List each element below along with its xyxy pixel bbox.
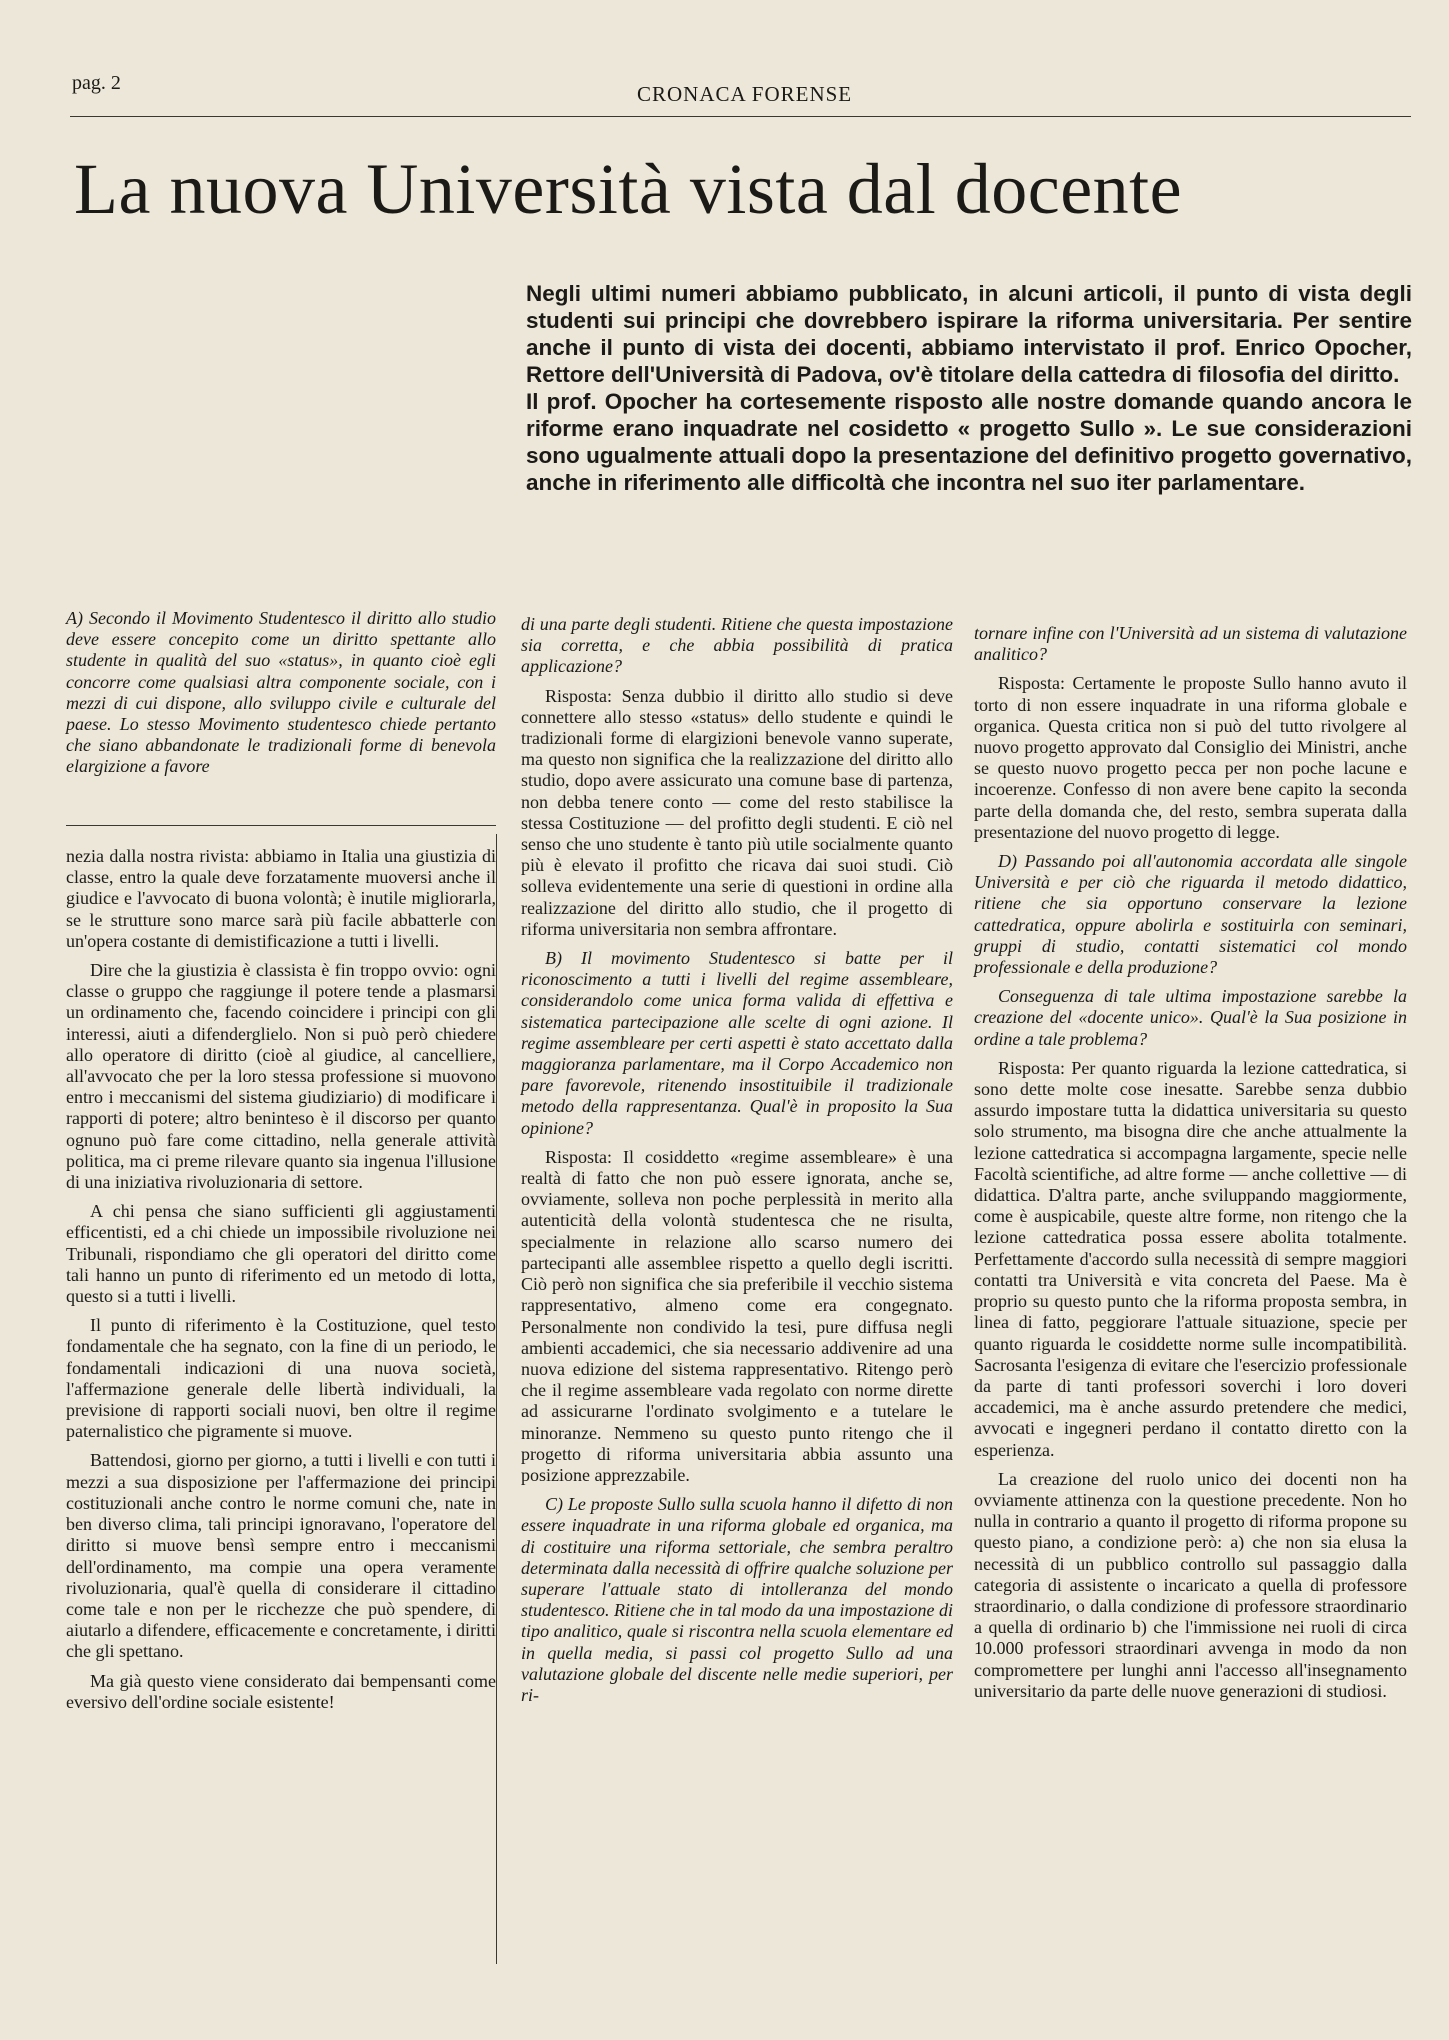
interview-question: Conseguenza di tale ultima impostazione sarebbe la creazione del «docente unico». Qual'è la Sua posizione in ordine a tale problema? — [974, 986, 1407, 1049]
column-3-body — [974, 623, 1407, 1710]
interview-answer: Risposta: Il cosiddetto «regime assembleare» è una realtà di fatto che non può essere ignorata, anche se, ovviamente, solleva non poche perplessità in merito alla autenticità della volontà studentesca che ne risulta, specialmente in relazione allo scarso numero dei partecipanti alle assemblee rispetto a quello degli iscritti. Ciò però non significa che sia preferibile il vecchio sistema rappresentativo, almeno come era congegnato. Personalmente non condivido la tesi, pure diffusa negli ambienti accademici, che sia necessario addivenire ad una nuova edizione del sistema rappresentativo. Ritengo però che il regime assembleare vada regolato con norme dirette ad assicurarne l'ordinato svolgimento e a tutelare le minoranze. Nemmeno su questo punto ritengo che il progetto di riforma universitaria abbia assunto una posizione apprezzabile. — [521, 1146, 953, 1485]
interview-question: D) Passando poi all'autonomia accordata alle singole Università e per ciò che riguarda il metodo didattico, ritiene che sia opportuno conservare la lezione cattedratica, oppure abolirla e sostituirla con seminari, gruppi di studio, contatti sistematici col mondo professionale e della produzione? — [974, 851, 1407, 978]
body-paragraph: nezia dalla nostra rivista: abbiamo in Italia una giustizia di classe, entro la quale deve forzatamente muoversi anche il giudice e l'avvocato di buona volontà; è inutile migliorarla, se le strutture sono marce sarà più facile abbatterle con un'opera costante di demistificazione a tutti i livelli. — [66, 846, 496, 951]
header-rule — [70, 116, 1411, 117]
interview-question: tornare infine con l'Università ad un sistema di valutazione analitico? — [974, 623, 1407, 665]
interview-answer: Risposta: Certamente le proposte Sullo hanno avuto il torto di non essere inquadrate in una riforma globale e organica. Questa critica non si può del tutto rivolgere al nuovo progetto approvato dal Consiglio dei Ministri, anche se questo nuovo progetto pecca per non poche lacune e incoerenze. Confesso di non avere bene capito la seconda parte della domanda che, del resto, sembra superata dalla presentazione del nuovo progetto di legge. — [974, 673, 1407, 842]
intro-paragraph: Il prof. Opocher ha cortesemente risposto alle nostre domande quando ancora le riforme erano inquadrate nel cosidetto « progetto Sullo ». Le sue considerazioni sono ugualmente attuali dopo la presentazione del definitivo progetto governativo, anche in riferimento alle difficoltà che incontra nel suo iter parlamentare. — [526, 389, 1412, 495]
column-divider-vertical — [496, 834, 497, 1964]
body-paragraph: Battendosi, giorno per giorno, a tutti i livelli e con tutti i mezzi a sua disposizione per l'affermazione dei principi costituzionali anche contro le norme comuni che, nate in ben diverso clima, tali principi ignoravano, l'operatore del diritto si muove bensì sempre entro i meccanismi dell'ordinamento, ma compie una opera veramente rivoluzionaria, qual'è quella di considerare il cittadino come tale e non per le ricchezze che può spendere, di aiutarlo a difendere, efficacemente e concretamente, i diritti che gli spettano. — [66, 1450, 496, 1662]
body-paragraph: Il punto di riferimento è la Costituzione, quel testo fondamentale che ha segnato, con la fine di un periodo, le fondamentali indicazioni di una nuova società, l'affermazione generale delle libertà individuali, la previsione di rapporti sociali nuovi, ben oltre il regime paternalistico che pigramente si muove. — [66, 1315, 496, 1442]
column-1-body — [66, 846, 496, 1721]
article-headline: La nuova Università vista dal docente — [74, 149, 1183, 229]
interview-question: C) Le proposte Sullo sulla scuola hanno il difetto di non essere inquadrate in una riforma globale ed organica, ma di costituire una riforma settoriale, che sembra peraltro determinata dalla necessità di offrire qualche soluzione per superare l'attuale stato di intolleranza del mondo studentesco. Ritiene che in tal modo da una impostazione di tipo analitico, quale si riscontra nella scuola elementare ed in quella media, si passi col progetto Sullo ad una valutazione globale del discente nelle medie superiori, per ri- — [521, 1494, 953, 1705]
page-number: pag. 2 — [72, 72, 121, 94]
column-2-body — [521, 614, 953, 1714]
publication-name: CRONACA FORENSE — [637, 82, 853, 106]
interview-answer: Risposta: Senza dubbio il diritto allo studio si deve connettere allo stesso «status» dello studente e quindi le tradizionali forme di elargizioni benevole vanno superate, ma questo non significa che la realizzazione del diritto allo studio, dopo avere assicurato una comune base di partenza, non debba tenere conto — come del resto stabilisce la stessa Costituzione — del profitto degli studenti. E ciò nel senso che uno studente è tanto più utile socialmente quanto più è elevato il profitto che ricava dai suoi studi. Ciò solleva evidentemente una serie di questioni in ordine alla realizzazione del diritto allo studio, che il progetto di riforma universitaria non sembra affrontare. — [521, 685, 953, 939]
intro-paragraph: Negli ultimi numeri abbiamo pubblicato, in alcuni articoli, il punto di vista degli studenti sui principi che dovrebbero ispirare la riforma universitaria. Per sentire anche il punto di vista dei docenti, abbiamo intervistato il prof. Enrico Opocher, Rettore dell'Università di Padova, ov'è titolare della cattedra di filosofia del diritto. — [526, 281, 1412, 387]
body-paragraph: Dire che la giustizia è classista è fin troppo ovvio: ogni classe o gruppo che raggiunge il potere tende a plasmarsi un ordinamento che, facendo coincidere i principi con gli interessi, aiuti a difenderglielo. Non si può però chiedere allo operatore di diritto (cioè al giudice, al cancelliere, all'avvocato che per la loro stessa professione si muovono entro i meccanismi del sistema giudiziario) di modificare i rapporti di potere; altro beninteso è il discorso per quanto ognuno può fare come cittadino, nella generale attività politica, ma ci preme rilevare quanto sia ingenua l'illusione di una iniziativa rivoluzionaria di settore. — [66, 960, 496, 1193]
column-divider-horizontal — [66, 825, 496, 826]
article-intro — [526, 280, 1412, 496]
interview-question: di una parte degli studenti. Ritiene che questa impostazione sia corretta, e che abbia possibilità di pratica applicazione? — [521, 614, 953, 677]
question-a: A) Secondo il Movimento Studentesco il diritto allo studio deve essere concepito come un diritto spettante allo studente in qualità del suo «status», in quanto cioè egli concorre come qualsiasi altra componente sociale, con i mezzi di cui dispone, allo sviluppo civile e culturale del paese. Lo stesso Movimento studentesco chiede pertanto che siano abbandonate le tradizionali forme di benevola elargizione a favore — [66, 608, 496, 777]
body-paragraph: Ma già questo viene considerato dai bempensanti come eversivo dell'ordine sociale esistente! — [66, 1670, 496, 1712]
interview-answer: La creazione del ruolo unico dei docenti non ha ovviamente attinenza con la questione precedente. Non ho nulla in contrario a quanto il progetto di riforma propone su questo piano, a condizione però: a) che non sia elusa la necessità di un pubblico controllo sul passaggio dalla categoria di assistente o incaricato a quella di professore straordinario, o dalla condizione di professore straordinario a quella di ordinario b) che l'immissione nei ruoli di circa 10.000 professori straordinari avvenga in modo da non compromettere per lunghi anni l'accesso all'insegnamento universitario da parte delle nuove generazioni di studiosi. — [974, 1468, 1407, 1701]
interview-question: B) Il movimento Studentesco si batte per il riconoscimento a tutti i livelli del regime assembleare, considerandolo come unica forma valida di effettiva e sistematica partecipazione alle scelte di ogni azione. Il regime assembleare per certi aspetti è stato accettato dalla maggioranza parlamentare, ma il Corpo Accademico non pare favorevole, ritenendo insostituibile il tradizionale metodo della rappresentanza. Qual'è in proposito la Sua opinione? — [521, 948, 953, 1138]
body-paragraph: A chi pensa che siano sufficienti gli aggiustamenti efficentisti, ed a chi chiede un impossibile rivoluzione nei Tribunali, rispondiamo che gli operatori del diritto come tali hanno un punto di riferimento ed un metodo di lotta, questo si a tutti i livelli. — [66, 1201, 496, 1307]
interview-answer: Risposta: Per quanto riguarda la lezione cattedratica, si sono dette molte cose inesatte. Sarebbe senza dubbio assurdo impostare tutta la didattica universitaria su questo solo strumento, ma bisogna dire che anche attualmente la lezione cattedratica si accompagna largamente, specie nelle Facoltà scientifiche, ad altre forme — anche collettive — di didattica. D'altra parte, anche sviluppando maggiormente, come è auspicabile, queste altre forme, non ritengo che la lezione cattedratica possa essere abolita totalmente. Perfettamente d'accordo sulla necessità di sempre maggiori contatti tra Università e vita concreta del Paese. Ma è proprio su questo punto che la riforma proposta sembra, in linea di fatto, peggiorare l'attuale situazione, specie per quanto riguarda le cosiddette norme sulle incompatibilità. Sacrosanta l'esigenza di evitare che l'esercizio professionale da parte di tanti professori soverchi i loro doveri accademici, ma è anche assurdo pretendere che medici, avvocati e ingegneri perdano il contatto diretto con la esperienza. — [974, 1057, 1407, 1460]
